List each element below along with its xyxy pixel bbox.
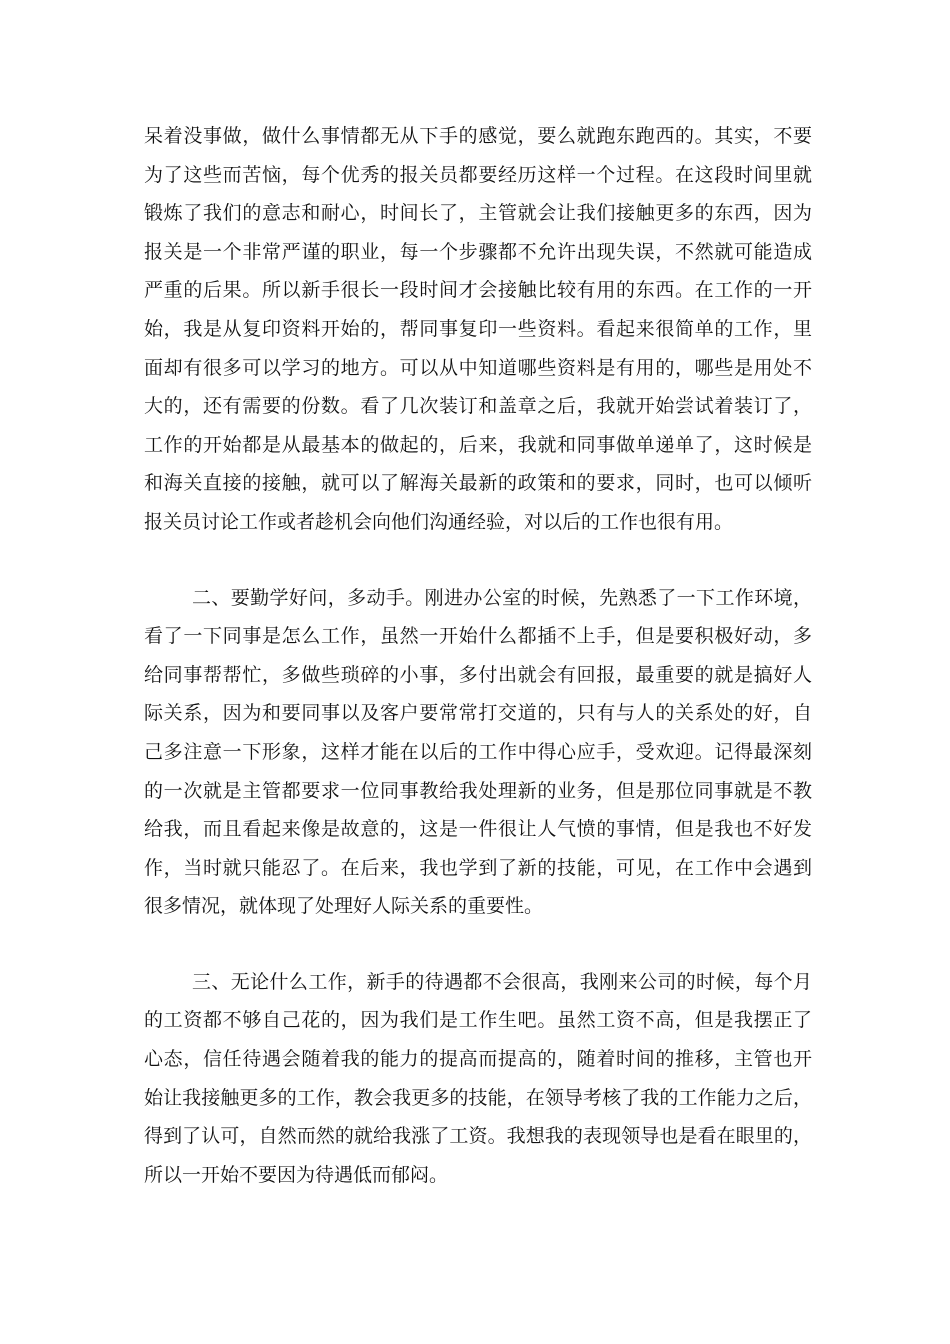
text-line: 己多注意一下形象，这样才能在以后的工作中得心应手，受欢迎。记得最深刻: [144, 740, 812, 763]
text-line: 报关员讨论工作或者趁机会向他们沟通经验，对以后的工作也很有用。: [144, 510, 734, 533]
document-body: [144, 117, 812, 1194]
text-line: 呆着没事做，做什么事情都无从下手的感觉，要么就跑东跑西的。其实，不要: [144, 125, 812, 147]
text-line: 三、无论什么工作，新手的待遇都不会很高，我刚来公司的时候，每个月: [192, 970, 812, 993]
text-line: 所以一开始不要因为待遇低而郁闷。: [144, 1163, 449, 1186]
paragraph-3: [144, 963, 812, 1195]
text-line: 给我，而且看起来像是故意的，这是一件很让人气愤的事情，但是我也不好发: [144, 818, 812, 841]
text-line: 作，当时就只能忍了。在后来，我也学到了新的技能，可见，在工作中会遇到: [144, 856, 812, 879]
paragraph-2: [144, 579, 812, 926]
text-line: 和海关直接的接触，就可以了解海关最新的政策和的要求，同时，也可以倾听: [144, 472, 812, 495]
text-line: 锻炼了我们的意志和耐心，时间长了，主管就会让我们接触更多的东西，因为: [144, 202, 812, 225]
text-line: 心态，信任待遇会随着我的能力的提高而提高的，随着时间的推移，主管也开: [144, 1048, 812, 1071]
text-line: 大的，还有需要的份数。看了几次装订和盖章之后，我就开始尝试着装订了，: [144, 395, 812, 418]
text-line: 为了这些而苦恼，每个优秀的报关员都要经历这样一个过程。在这段时间里就: [144, 163, 812, 186]
text-line: 严重的后果。所以新手很长一段时间才会接触比较有用的东西。在工作的一开: [144, 279, 812, 302]
text-line: 始让我接触更多的工作，教会我更多的技能，在领导考核了我的工作能力之后，: [144, 1086, 812, 1109]
text-line: 报关是一个非常严谨的职业，每一个步骤都不允许出现失误，不然就可能造成: [144, 240, 812, 263]
text-line: 的工资都不够自己花的，因为我们是工作生吧。虽然工资不高，但是我摆正了: [144, 1009, 812, 1032]
text-line: 看了一下同事是怎么工作，虽然一开始什么都插不上手，但是要积极好动，多: [144, 625, 812, 648]
text-line: 得到了认可，自然而然的就给我涨了工资。我想我的表现领导也是看在眼里的，: [144, 1125, 812, 1148]
paragraph-1: [144, 117, 812, 542]
text-line: 给同事帮帮忙，多做些琐碎的小事，多付出就会有回报，最重要的就是搞好人: [144, 663, 812, 686]
text-line: 始，我是从复印资料开始的，帮同事复印一些资料。看起来很简单的工作，里: [144, 317, 812, 340]
text-line: 工作的开始都是从最基本的做起的，后来，我就和同事做单递单了，这时候是: [144, 433, 812, 456]
text-line: 面却有很多可以学习的地方。可以从中知道哪些资料是有用的，哪些是用处不: [144, 356, 812, 379]
text-line: 二、要勤学好问，多动手。刚进办公室的时候，先熟悉了一下工作环境，: [192, 586, 812, 609]
text-line: 的一次就是主管都要求一位同事教给我处理新的业务，但是那位同事就是不教: [144, 779, 812, 802]
text-line: 际关系，因为和要同事以及客户要常常打交道的，只有与人的关系处的好，自: [144, 702, 812, 725]
text-line: 很多情况，就体现了处理好人际关系的重要性。: [144, 895, 544, 918]
